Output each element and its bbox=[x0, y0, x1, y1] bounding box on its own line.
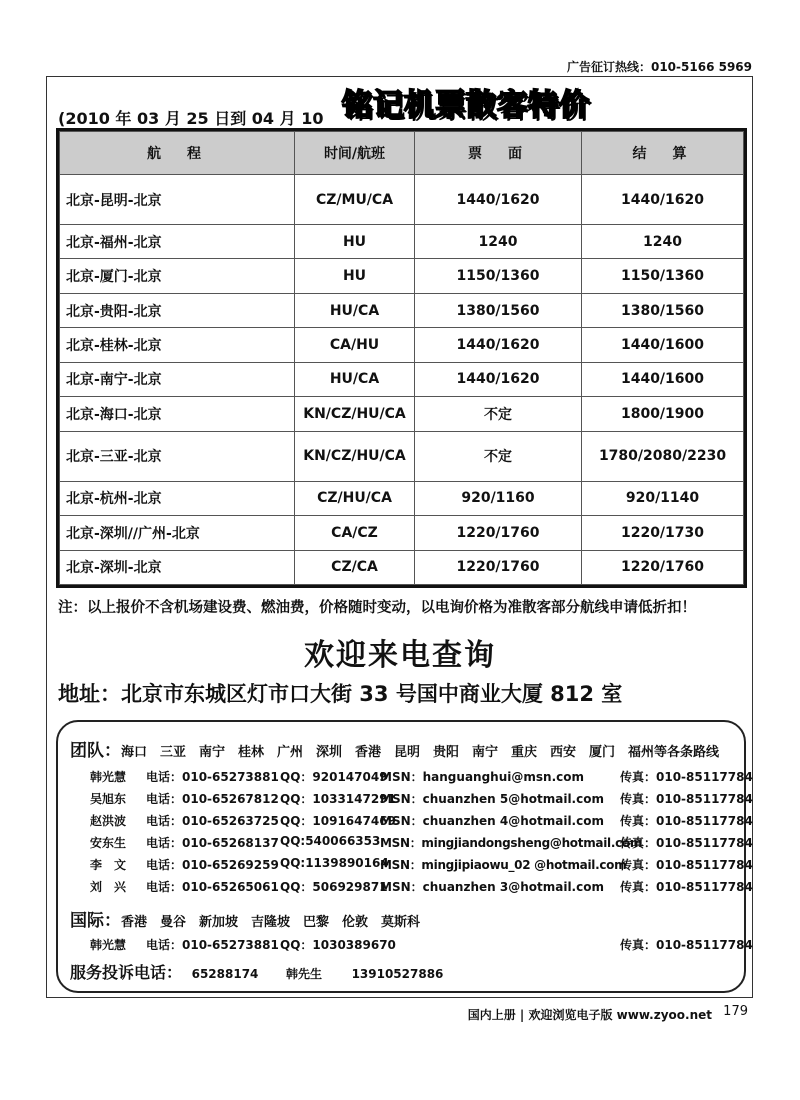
international-label: 国际： bbox=[70, 911, 121, 931]
table-row bbox=[60, 397, 744, 431]
contact-msn: MSN：chuanzhen 4@hotmail.com bbox=[380, 814, 604, 828]
settle-price-cell: 1440/1600 bbox=[582, 362, 744, 396]
route-cell: 北京-厦门-北京 bbox=[60, 259, 295, 293]
settle-price-cell: 1440/1620 bbox=[582, 175, 744, 225]
route-cell: 北京-深圳//广州-北京 bbox=[60, 516, 295, 550]
settle-price-cell: 1220/1760 bbox=[582, 550, 744, 585]
contact-name: 吴旭东 bbox=[90, 792, 127, 806]
group-label: 团队： bbox=[70, 741, 121, 761]
header-face-price: 票 面 bbox=[415, 132, 582, 175]
table-row bbox=[60, 293, 744, 327]
settle-price-cell: 1150/1360 bbox=[582, 259, 744, 293]
price-note: 注：以上报价不含机场建设费、燃油费，价格随时变动，以电询价格为准散客部分航线申请低折扣！ bbox=[58, 600, 696, 616]
route-cell: 北京-南宁-北京 bbox=[60, 362, 295, 396]
contact-phone: 电话：010-65269259 bbox=[146, 858, 279, 872]
route-cell: 北京-昆明-北京 bbox=[60, 175, 295, 225]
flight-cell: CZ/MU/CA bbox=[295, 175, 415, 225]
face-price-cell: 1440/1620 bbox=[415, 362, 582, 396]
contact-row bbox=[58, 812, 753, 828]
contact-fax: 传真：010-85117784 bbox=[620, 938, 753, 952]
route-cell: 北京-福州-北京 bbox=[60, 225, 295, 259]
footer-text: 国内上册 | 欢迎浏览电子版 www.zyoo.net bbox=[467, 1008, 712, 1022]
ad-hotline: 广告征订热线：010-5166 5969 bbox=[566, 60, 752, 74]
contact-row bbox=[58, 834, 753, 850]
route-cell: 北京-海口-北京 bbox=[60, 397, 295, 431]
page-title: 铭记机票散客特价 bbox=[342, 88, 590, 123]
face-price-cell: 1380/1560 bbox=[415, 293, 582, 327]
route-cell: 北京-桂林-北京 bbox=[60, 328, 295, 362]
face-price-cell: 920/1160 bbox=[415, 481, 582, 515]
contact-phone: 电话：010-65273881 bbox=[146, 938, 279, 952]
flight-cell: CZ/CA bbox=[295, 550, 415, 585]
contact-row bbox=[58, 878, 753, 894]
complaint-label: 服务投诉电话： bbox=[70, 963, 183, 982]
face-price-cell: 不定 bbox=[415, 397, 582, 431]
contact-msn: MSN：hanguanghui@msn.com bbox=[380, 770, 584, 784]
contact-qq: QQ：920147049 bbox=[280, 770, 388, 784]
international-destinations: 香港 曼谷 新加坡 吉隆坡 巴黎 伦敦 莫斯科 bbox=[121, 915, 421, 930]
settle-price-cell: 920/1140 bbox=[582, 481, 744, 515]
table-row bbox=[60, 175, 744, 225]
header-route: 航 程 bbox=[60, 132, 295, 175]
face-price-cell: 1440/1620 bbox=[415, 175, 582, 225]
table-row bbox=[60, 516, 744, 550]
settle-price-cell: 1380/1560 bbox=[582, 293, 744, 327]
face-price-cell: 1220/1760 bbox=[415, 516, 582, 550]
fare-table bbox=[56, 128, 747, 588]
face-price-cell: 不定 bbox=[415, 431, 582, 481]
contact-fax: 传真：010-85117784 bbox=[620, 792, 753, 806]
settle-price-cell: 1440/1600 bbox=[582, 328, 744, 362]
contact-qq: QQ:540066353 bbox=[280, 834, 381, 848]
contact-row bbox=[58, 856, 753, 872]
complaint-section bbox=[70, 960, 443, 983]
page-number: 179 bbox=[723, 1004, 748, 1019]
contact-row bbox=[58, 936, 753, 952]
complaint-mobile: 13910527886 bbox=[351, 967, 444, 981]
table-row bbox=[60, 328, 744, 362]
flight-cell: HU/CA bbox=[295, 293, 415, 327]
contact-row bbox=[58, 790, 753, 806]
group-section bbox=[70, 736, 719, 761]
header-settle-price: 结 算 bbox=[582, 132, 744, 175]
contact-phone: 电话：010-65273881 bbox=[146, 770, 279, 784]
complaint-person: 韩先生 bbox=[285, 967, 322, 981]
table-header-row bbox=[60, 132, 744, 175]
contact-name: 刘 兴 bbox=[90, 880, 127, 894]
contact-qq: QQ:1139890164 bbox=[280, 856, 389, 870]
contact-qq: QQ：1033147291 bbox=[280, 792, 396, 806]
settle-price-cell: 1220/1730 bbox=[582, 516, 744, 550]
face-price-cell: 1440/1620 bbox=[415, 328, 582, 362]
office-address: 地址：北京市东城区灯市口大街 33 号国中商业大厦 812 室 bbox=[58, 682, 623, 706]
route-cell: 北京-杭州-北京 bbox=[60, 481, 295, 515]
header-flight: 时间/航班 bbox=[295, 132, 415, 175]
flight-cell: CZ/HU/CA bbox=[295, 481, 415, 515]
date-range: (2010 年 03 月 25 日到 04 月 10 bbox=[58, 109, 324, 128]
contact-qq: QQ：506929871 bbox=[280, 880, 388, 894]
contact-name: 安东生 bbox=[90, 836, 127, 850]
contact-fax: 传真：010-85117784 bbox=[620, 858, 753, 872]
contact-phone: 电话：010-65267812 bbox=[146, 792, 279, 806]
face-price-cell: 1240 bbox=[415, 225, 582, 259]
flight-cell: KN/CZ/HU/CA bbox=[295, 397, 415, 431]
contact-msn: MSN：chuanzhen 5@hotmail.com bbox=[380, 792, 604, 806]
contact-name: 李 文 bbox=[90, 858, 127, 872]
face-price-cell: 1220/1760 bbox=[415, 550, 582, 585]
contact-name: 韩光慧 bbox=[90, 938, 127, 952]
table-row bbox=[60, 259, 744, 293]
complaint-phone: 65288174 bbox=[191, 967, 259, 981]
flight-cell: HU bbox=[295, 225, 415, 259]
flight-cell: HU/CA bbox=[295, 362, 415, 396]
table-row bbox=[60, 362, 744, 396]
contact-name: 赵洪波 bbox=[90, 814, 127, 828]
face-price-cell: 1150/1360 bbox=[415, 259, 582, 293]
flight-cell: HU bbox=[295, 259, 415, 293]
flight-cell: CA/HU bbox=[295, 328, 415, 362]
settle-price-cell: 1800/1900 bbox=[582, 397, 744, 431]
contact-box bbox=[56, 720, 753, 993]
contact-phone: 电话：010-65265061 bbox=[146, 880, 279, 894]
contact-phone: 电话：010-65268137 bbox=[146, 836, 279, 850]
contact-qq: QQ：1030389670 bbox=[280, 938, 396, 952]
route-cell: 北京-深圳-北京 bbox=[60, 550, 295, 585]
route-cell: 北京-三亚-北京 bbox=[60, 431, 295, 481]
contact-name: 韩光慧 bbox=[90, 770, 127, 784]
welcome-heading: 欢迎来电查询 bbox=[304, 638, 496, 673]
contact-fax: 传真：010-85117784 bbox=[620, 814, 753, 828]
table-row bbox=[60, 550, 744, 585]
international-section bbox=[70, 906, 420, 931]
table-row bbox=[60, 225, 744, 259]
settle-price-cell: 1780/2080/2230 bbox=[582, 431, 744, 481]
contact-fax: 传真：010-85117784 bbox=[620, 770, 753, 784]
settle-price-cell: 1240 bbox=[582, 225, 744, 259]
contact-fax: 传真：010-85117784 bbox=[620, 880, 753, 894]
contact-fax: 传真：010-85117784 bbox=[620, 836, 753, 850]
table-row bbox=[60, 431, 744, 481]
contact-msn: MSN：chuanzhen 3@hotmail.com bbox=[380, 880, 604, 894]
flight-cell: CA/CZ bbox=[295, 516, 415, 550]
contact-msn: MSN：mingjiandongsheng@hotmail.com bbox=[380, 836, 643, 850]
contact-qq: QQ：1091647469 bbox=[280, 814, 396, 828]
contact-msn: MSN：mingjipiaowu_02 @hotmail.com bbox=[380, 858, 627, 872]
contact-phone: 电话：010-65263725 bbox=[146, 814, 279, 828]
contact-row bbox=[58, 768, 753, 784]
route-cell: 北京-贵阳-北京 bbox=[60, 293, 295, 327]
table-row bbox=[60, 481, 744, 515]
flight-cell: KN/CZ/HU/CA bbox=[295, 431, 415, 481]
group-destinations: 海口 三亚 南宁 桂林 广州 深圳 香港 昆明 贵阳 南宁 重庆 西安 厦门 福州等各条路线 bbox=[121, 745, 720, 760]
